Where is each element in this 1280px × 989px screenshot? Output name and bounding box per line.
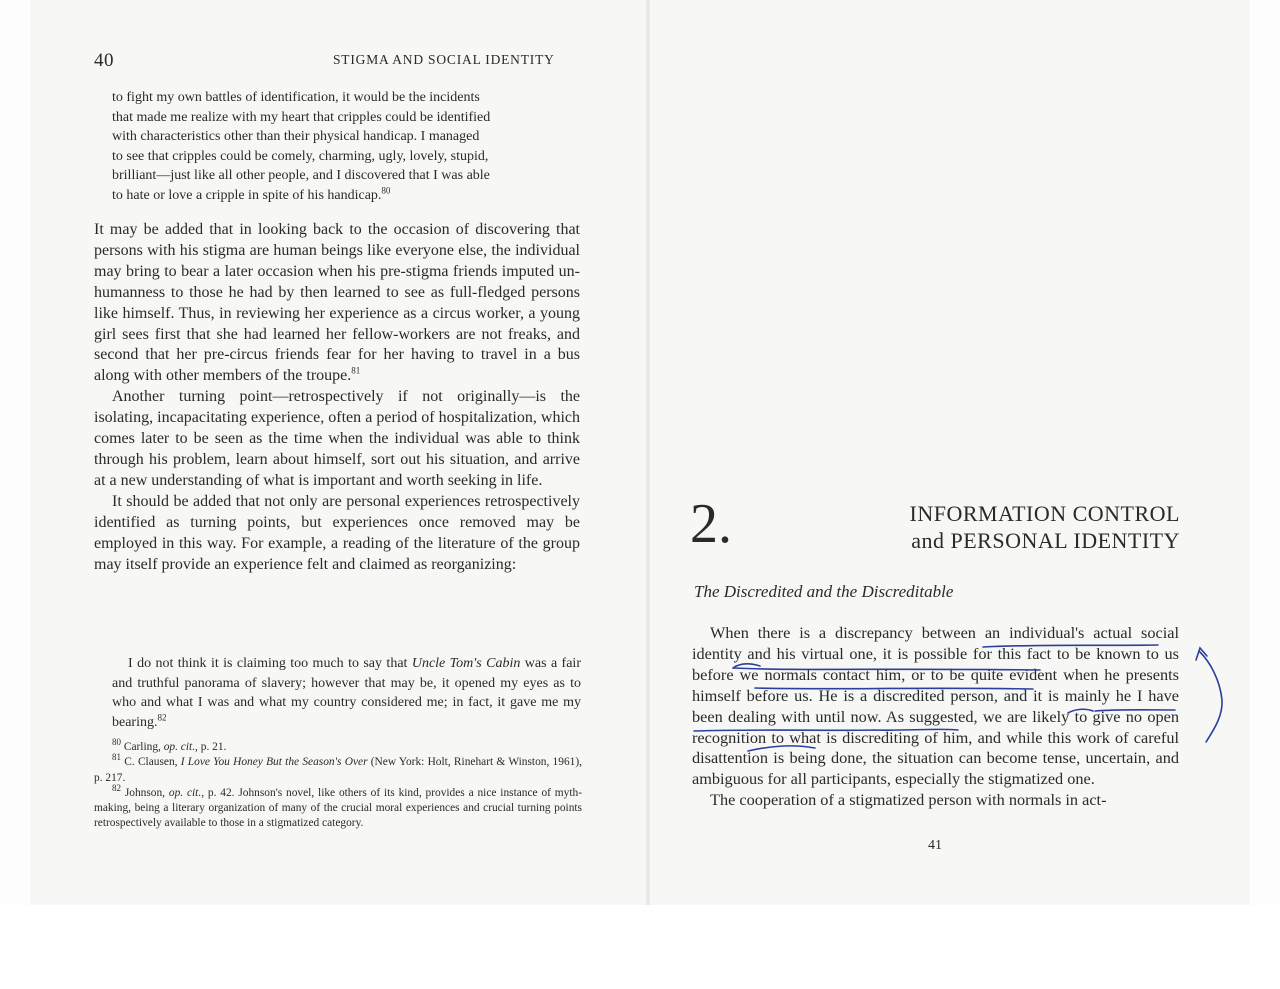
footnote-ref: 81 bbox=[351, 366, 361, 377]
footnote: $^{80}$ Carling, op. cit., p. 21. bbox=[112, 737, 227, 753]
paragraph: It may be added that in looking back to the occasion of discovering that persons with his stigma are human beings like everyone else, the individual may bring to bear a later occasion when his pre-stigma friends imputed un-humanness to those he had by then learned to see as full-fledged persons like himself. Thus, in reviewing her experience as a circus worker, a young girl sees first that she had learned her fellow-workers are not freaks, and second that her pre-circus friends fear for her having to travel in a bus along with other members of the troupe.$^{81}$ bbox=[94, 221, 580, 385]
paragraph: Another turning point—retrospectively if not originally—is the isolating, incapacitating experience, often a period of hospitalization, which comes later to be seen as the time when the individual was able to think through his problem, learn about himself, sort out his situation, and arrive at a new understanding of what is important and worth seeking in life. bbox=[94, 388, 580, 489]
chapter-title: INFORMATION CONTROL and PERSONAL IDENTITY bbox=[909, 501, 1180, 553]
footnote: $^{82}$ Johnson, op. cit., p. 42. Johnson's novel, like others of its kind, provides a nice instance of myth-making, being a literary organization of many of the crucial moral experiences and crucial turning points retrospectively available to those in a stigmatized category. bbox=[94, 783, 582, 830]
quote-1-line: to hate or love a cripple in spite of his handicap.$^{80}$ bbox=[112, 185, 391, 203]
paragraph: When there is a discrepancy between an individual's actual social identity and his virtual one, it is possible for this fact to be known to us before we normals contact him, or to be quite evident when he presents himself before us. He is a discredited person, and it is mainly he I have been dealing with until now. As suggested, we are likely to give no open recognition to what is discrediting of him, and while this work of careful disattention is being done, the situation can become tense, uncertain, and ambiguous for all participants, especially the stigmatized one. bbox=[692, 623, 1179, 789]
quote-1-line: with characteristics other than their physical handicap. I managed bbox=[112, 129, 480, 145]
scan-margin bbox=[0, 905, 1280, 989]
right-body-text bbox=[692, 623, 1179, 811]
book-title: Uncle Tom's Cabin bbox=[411, 656, 521, 671]
quote-1-line: that made me realize with my heart that cripples could be identified bbox=[112, 109, 491, 125]
footnotes bbox=[94, 737, 582, 832]
quote-1-line: to fight my own battles of identification, it would be the incidents bbox=[112, 90, 480, 105]
chapter-number: 2. bbox=[690, 493, 732, 555]
book-gutter bbox=[646, 0, 650, 905]
footnote-ref: 82 bbox=[157, 712, 167, 723]
quote-1-line: to see that cripples could be comely, charming, ugly, lovely, stupid, bbox=[112, 148, 489, 164]
block-quote-1 bbox=[112, 88, 579, 206]
right-page-number: 41 bbox=[928, 838, 942, 853]
quote-1-line: brilliant—just like all other people, and I discovered that I was able bbox=[112, 168, 490, 184]
footnote: $^{81}$ C. Clausen, I Love You Honey But the Season's Over (New York: Holt, Rinehart & Winston, 1961), p. 217. bbox=[94, 752, 582, 784]
running-head: STIGMA AND SOCIAL IDENTITY bbox=[333, 52, 555, 67]
block-quote-2: I do not think it is claiming too much to say that Uncle Tom's Cabin was a fair and truthful panorama of slavery; however that may be, it opened my eyes as to who and what I was and what my country considered me; in fact, it gave me my bearing.$^{82}$ bbox=[112, 656, 581, 730]
footnote-ref: 80 bbox=[381, 185, 391, 196]
left-body-text bbox=[94, 220, 580, 575]
paragraph: The cooperation of a stigmatized person with normals in act- bbox=[710, 790, 1107, 810]
section-title: The Discredited and the Discreditable bbox=[694, 582, 954, 601]
paragraph: It should be added that not only are personal experiences retrospectively identified as turning points, but experiences once removed may be employed in this way. For example, a reading of the literature of the group may itself provide an experience felt and claimed as reorganizing: bbox=[94, 492, 580, 573]
left-page-number: 40 bbox=[94, 50, 114, 71]
